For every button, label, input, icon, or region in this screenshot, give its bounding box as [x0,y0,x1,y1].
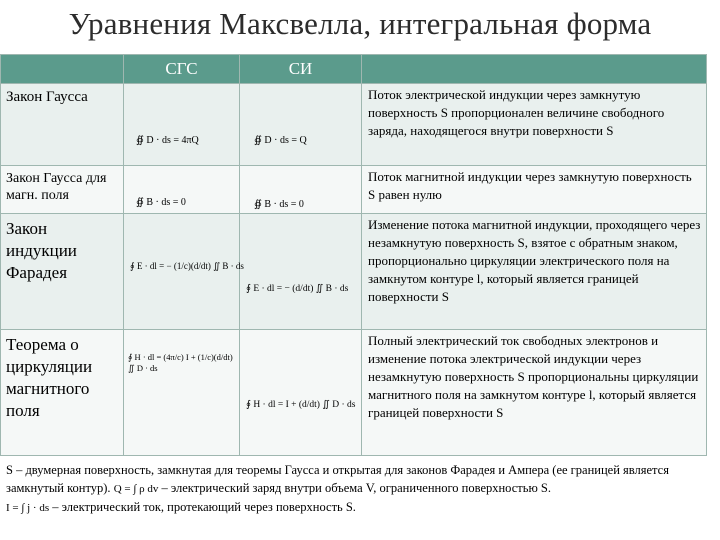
law-description: Изменение потока магнитной индукции, проходящего через незамкнутую поверхность S, взятое с обратным знаком, пропорционально циркуляции электрического поля на замкнутом контуре l, который является границей поверхности S [362,214,707,330]
cgs-formula-cell [124,330,240,456]
table-row [1,214,707,330]
cgs-formula: ∯ B · ds = 0 [136,197,186,208]
footnote [6,461,712,517]
cgs-formula: ∮ H · dl = (4π/c) I + (1/c)(d/dt) ∬ D · ds [128,352,233,373]
law-name: Закон индукции Фарадея [1,214,124,330]
cgs-formula-cell [124,166,240,214]
law-name: Закон Гаусса для магн. поля [1,166,124,214]
law-name: Закон Гаусса [1,84,124,166]
si-formula-cell [240,214,362,330]
si-formula-cell [240,330,362,456]
maxwell-table [0,54,707,456]
table-row [1,84,707,166]
table-row [1,330,707,456]
law-description: Поток электрической индукции через замкнутую поверхность S пропорционален величине свободного заряда, находящегося внутри поверхности S [362,84,707,166]
si-formula: ∯ D · ds = Q [254,135,307,146]
si-formula: ∯ B · ds = 0 [254,199,304,210]
law-name: Теорема о циркуляции магнитного поля [1,330,124,456]
footnote-surface: S – двумерная поверхность, замкнутая для теоремы Гаусса и открытая для законов Фарадея и Ампера (ее границей является замкнутый контур). [6,463,669,495]
si-formula: ∮ H · dl = I + (d/dt) ∬ D · ds [246,400,356,410]
header-row [1,55,707,84]
footnote-charge: – электрический заряд внутри объема V, ограниченного поверхностью S. [161,481,551,495]
header-law [1,55,124,84]
header-si: СИ [240,55,362,84]
si-formula-cell [240,84,362,166]
si-formula-cell [240,166,362,214]
law-description: Полный электрический ток свободных электронов и изменение потока электрической индукции через незамкнутую поверхность S пропорциональны циркуляции магнитного поля на замкнутом контуре l, который является границей поверхности S [362,330,707,456]
cgs-formula-cell [124,84,240,166]
si-formula: ∮ E · dl = − (d/dt) ∬ B · ds [246,284,349,294]
header-cgs: СГС [124,55,240,84]
header-desc [362,55,707,84]
current-formula: I = ∫ j · ds [6,502,50,514]
footnote-current: – электрический ток, протекающий через поверхность S. [52,500,356,514]
charge-formula: Q = ∫ ρ dv [113,483,159,495]
law-description: Поток магнитной индукции через замкнутую поверхность S равен нулю [362,166,707,214]
table-row [1,166,707,214]
cgs-formula-cell [124,214,244,330]
cgs-formula: ∮ E · dl = − (1/c)(d/dt) ∬ B · ds [130,261,244,271]
page-title: Уравнения Максвелла, интегральная форма [68,6,652,41]
cgs-formula: ∯ D · ds = 4πQ [136,135,199,146]
